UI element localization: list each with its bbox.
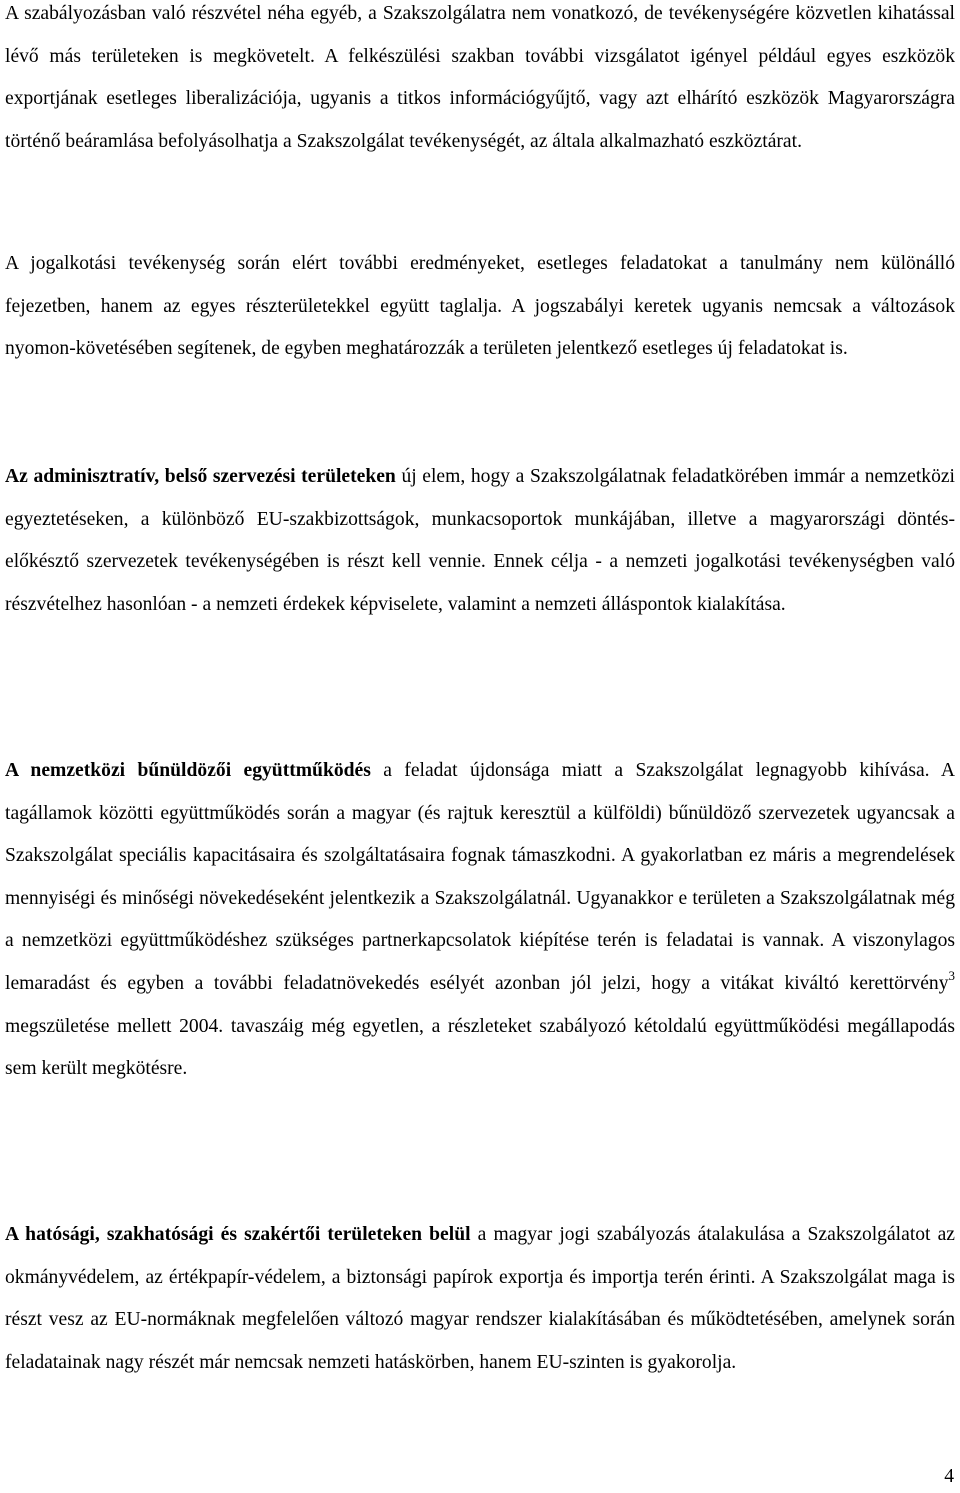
paragraph-lead-bold: A nemzetközi bűnüldözői együttműködés — [5, 760, 371, 781]
footnote-reference[interactable]: 3 — [948, 967, 955, 983]
paragraph-international-cooperation — [5, 750, 955, 1091]
paragraph-text: a magyar jogi szabályozás átalakulása a Szakszolgálatot az okmányvédelem, az értékpapír-védelem, a biztonsági papírok exportja és importja terén érinti. A Szakszolgálat maga is részt vesz az EU-normáknak megfelelően változó magyar rendszer kialakításában és működtetésében, amelynek során feladatainak nagy részét már nemcsak nemzeti hatáskörben, hanem EU-szinten is gyakorolja. — [5, 1224, 956, 1373]
paragraph-legislation-results — [5, 243, 955, 371]
paragraph-authority-areas — [5, 1214, 955, 1384]
paragraph-text: új elem, hogy a Szakszolgálatnak feladatkörében immár a nemzetközi egyeztetéseken, a különböző EU-szakbizottságok, munkacsoportok munkájában, illetve a magyarországi döntés-előkésztő szervezetek tevékenységében is részt kell vennie. Ennek célja - a nemzeti jogalkotási tevékenységben való részvételhez hasonlóan - a nemzeti érdekek képviselete, valamint a nemzeti álláspontok kialakítása. — [5, 466, 956, 615]
paragraph-lead-bold: A hatósági, szakhatósági és szakértői területeken belül — [5, 1224, 471, 1245]
paragraph-text: a feladat újdonsága miatt a Szakszolgálat legnagyobb kihívása. A tagállamok közötti együttműködés során a magyar (és rajtuk keresztül a külföldi) bűnüldöző szervezetek ugyancsak a Szakszolgálat speciális kapacitásaira és szolgáltatásaira fognak támaszkodni. A gyakorlatban ez máris a megrendelések mennyiségi és minőségi növekedéseként jelentkezik a Szakszolgálatnál. Ugyanakkor e területen a Szakszolgálatnak még a nemzetközi együttműködéshez szükséges partnerkapcsolatok kiépítése terén is feladatai is vannak. A viszonylagos lemaradást és egyben a további feladatnövekedés esélyét azonban jól jelzi, hogy a vitákat kiváltó kerettörvény — [5, 760, 955, 994]
paragraph-text: A szabályozásban való részvétel néha egyéb, a Szakszolgálatra nem vonatkozó, de tevékenységére közvetlen kihatással lévő más területeken is megkövetelt. A felkészülési szakban további vizsgálatot igényel például egyes eszközök exportjának esetleges liberalizációja, ugyanis a titkos információgyűjtő, vagy azt elhárító eszközök Magyarországra történő beáramlása befolyásolhatja a Szakszolgálat tevékenységét, az általa alkalmazható eszköztárat. — [5, 3, 955, 152]
page-number: 4 — [944, 1466, 954, 1487]
paragraph-text: A jogalkotási tevékenység során elért további eredményeket, esetleges feladatokat a tanulmány nem különálló fejezetben, hanem az egyes részterületekkel együtt taglalja. A jogszabályi keretek ugyanis nemcsak a változások nyomon-követésében segítenek, de egyben meghatározzák a területen jelentkező esetleges új feladatokat is. — [5, 253, 955, 360]
paragraph-lead-bold: Az adminisztratív, belső szervezési területeken — [5, 466, 396, 487]
paragraph-text-continued: megszületése mellett 2004. tavaszáig még egyetlen, a részleteket szabályozó kétoldalú együttműködési megállapodás sem került megkötésre. — [5, 1015, 955, 1080]
paragraph-administrative-areas — [5, 456, 955, 626]
paragraph-regulation-participation — [5, 0, 955, 163]
